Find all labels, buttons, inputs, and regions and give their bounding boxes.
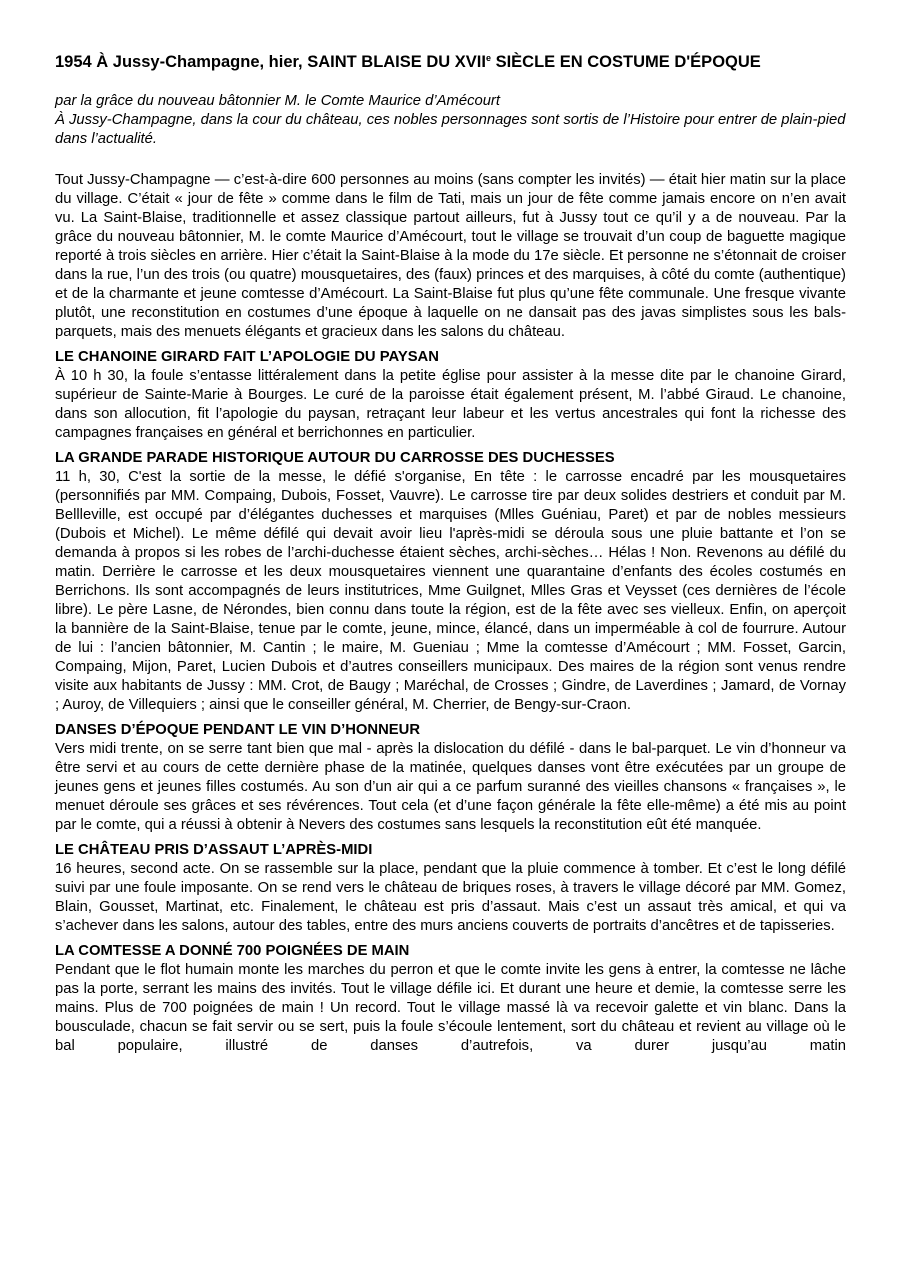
section-paragraph: Vers midi trente, on se serre tant bien que mal - après la dislocation du défilé - dans le bal-parquet. Le vin d’honneur va être servi et au cours de cette dernière phase de la matinée, quelques danses vont être exécutées par un groupe de jeunes gens et jeunes filles costumés. Au son d’un air qui a ce parfum suranné des vieilles chansons « françaises », le menuet déroule ses grâces et ses révérences. Tout cela (et d’une façon générale la fête elle-même) a été mis au point par le comte, qui a réussi à obtenir à Nevers des costumes sans lesquels la reconstitution eût été manquée. <box>55 741 846 833</box>
article-subtitle <box>55 92 846 149</box>
title-main: 1954 À Jussy-Champagne, hier, SAINT BLAISE DU XVII <box>55 53 486 71</box>
section-paragraph: 11 h, 30, C'est la sortie de la messe, le défié s'organise, En tête : le carrosse encadré par les mousquetaires (personnifiés par MM. Compaing, Dubois, Fosset, Vauvre). Le carrosse tire par deux solides destriers et conduit par M. Bellleville, est occupé par d’élégantes duchesses et marquises (Mlles Guéniau, Paret) et par de nobles messieurs (Dubois et Michel). Le même défilé qui devait avoir lieu l'après-midi se déroula sous une pluie battante et l’on se demanda à propos si les robes de l’archi-duchesse étaient sèches, archi-sèches… Hélas ! Non. Revenons au défilé du matin. Derrière le carrosse et les deux mousquetaires viennent une quarantaine d’enfants des écoles costumés en Berrichons. Ils sont accompagnés de leurs institutrices, Mme Guilgnet, Mlles Gras et Veysset (ces dernières de l’école libre). Le père Lasne, de Nérondes, bien connu dans toute la région, est de la fête avec ses vielleux. Enfin, on aperçoit la bannière de la Saint-Blaise, tenue par le comte, jeune, mince, élancé, dans un imperméable à col de fourrure. Autour de lui : l’ancien bâtonnier, M. Cantin ; le maire, M. Gueniau ; Mme la comtesse d’Amécourt ; MM. Fosset, Garcin, Compaing, Mijon, Paret, Lucien Dubois et d’autres conseillers municipaux. Des maires de la région sont venus rendre visite aux habitants de Jussy : MM. Crot, de Baugy ; Maréchal, de Crosses ; Gindre, de Laverdines ; Jamard, de Vornay ; Auroy, de Villequiers ; ainsi que le conseiller général, M. Cherrier, de Bengy-sur-Craon. <box>55 469 846 713</box>
subtitle-line-1: par la grâce du nouveau bâtonnier M. le Comte Maurice d’Amécourt <box>55 93 500 109</box>
section-heading: LA GRANDE PARADE HISTORIQUE AUTOUR DU CARROSSE DES DUCHESSES <box>55 450 615 466</box>
section-heading: LE CHANOINE GIRARD FAIT L’APOLOGIE DU PAYSAN <box>55 349 439 365</box>
title-tail: SIÈCLE EN COSTUME D'ÉPOQUE <box>490 53 761 71</box>
section-heading: LE CHÂTEAU PRIS D’ASSAUT L’APRÈS-MIDI <box>55 842 373 858</box>
article-title <box>55 53 846 72</box>
intro-paragraph: Tout Jussy-Champagne — c’est-à-dire 600 personnes au moins (sans compter les invités) — était hier matin sur la place du village. C’était « jour de fête » comme dans le film de Tati, mais un jour de fête comme jamais encore on n’en avait vu. La Saint-Blaise, traditionnelle et assez classique partout ailleurs, fut à Jussy tout ce qu’il y a de nouveau. Par la grâce du nouveau bâtonnier, M. le comte Maurice d’Amécourt, tout le village se trouvait d’un coup de baguette magique reporté à trois siècles en arrière. Hier c’était la Saint-Blaise à la mode du 17e siècle. Et personne ne s’étonnait de croiser dans la rue, l’un des trois (ou quatre) mousquetaires, des (faux) princes et des marquises, à côté du comte (authentique) et de la charmante et jeune comtesse d’Amécourt. La Saint-Blaise fut plus qu’une fête communale. Une fresque vivante plutôt, une reconstitution en costumes d’une époque à laquelle on ne dansait pas des javas simplistes sous les bals-parquets, mais des menuets élégants et gracieux dans les salons du château. <box>55 172 846 340</box>
section-paragraph: 16 heures, second acte. On se rassemble sur la place, pendant que la pluie commence à tomber. Et c’est le long défilé suivi par une foule imposante. On se rend vers le château de briques roses, à travers le village décoré par MM. Gomez, Blain, Gousset, Martinat, etc. Finalement, le château est pris d’assaut. Mais c’est un assaut très amical, et qui va s’achever dans les salons, autour des tables, entre des murs anciens couverts de portraits d’ancêtres et de tapisseries. <box>55 861 846 934</box>
section-paragraph: Pendant que le flot humain monte les marches du perron et que le comte invite les gens à entrer, la comtesse ne lâche pas la porte, serrant les mains des invités. Tout le village défile ici. Et durant une heure et demie, la comtesse serre les mains. Plus de 700 poignées de main ! Un record. Tout le village massé là va recevoir galette et vin blanc. Dans la bousculade, chacun se fait servir ou se sert, puis la foule s’écoule lentement, sort du château et revient au village où le bal populaire, illustré de danses d’autrefois, va durer jusqu’au matin <box>55 962 846 1054</box>
section-paragraph: À 10 h 30, la foule s’entasse littéralement dans la petite église pour assister à la messe dite par le chanoine Girard, supérieur de Sainte-Marie à Bourges. Le curé de la paroisse était également présent, M. l’abbé Giraud. Le chanoine, dans son allocution, fit l’apologie du paysan, retraçant leur labeur et les vertus ancestrales qui font la richesse des campagnes françaises en général et berrichonnes en particulier. <box>55 368 846 441</box>
title-superscript: e <box>485 53 491 63</box>
subtitle-line-2: À Jussy-Champagne, dans la cour du château, ces nobles personnages sont sortis de l’Histoire pour entrer de plain-pied dans l’actualité. <box>55 112 846 147</box>
section-heading: LA COMTESSE A DONNÉ 700 POIGNÉES DE MAIN <box>55 943 410 959</box>
section-heading: DANSES D’ÉPOQUE PENDANT LE VIN D’HONNEUR <box>55 722 421 738</box>
